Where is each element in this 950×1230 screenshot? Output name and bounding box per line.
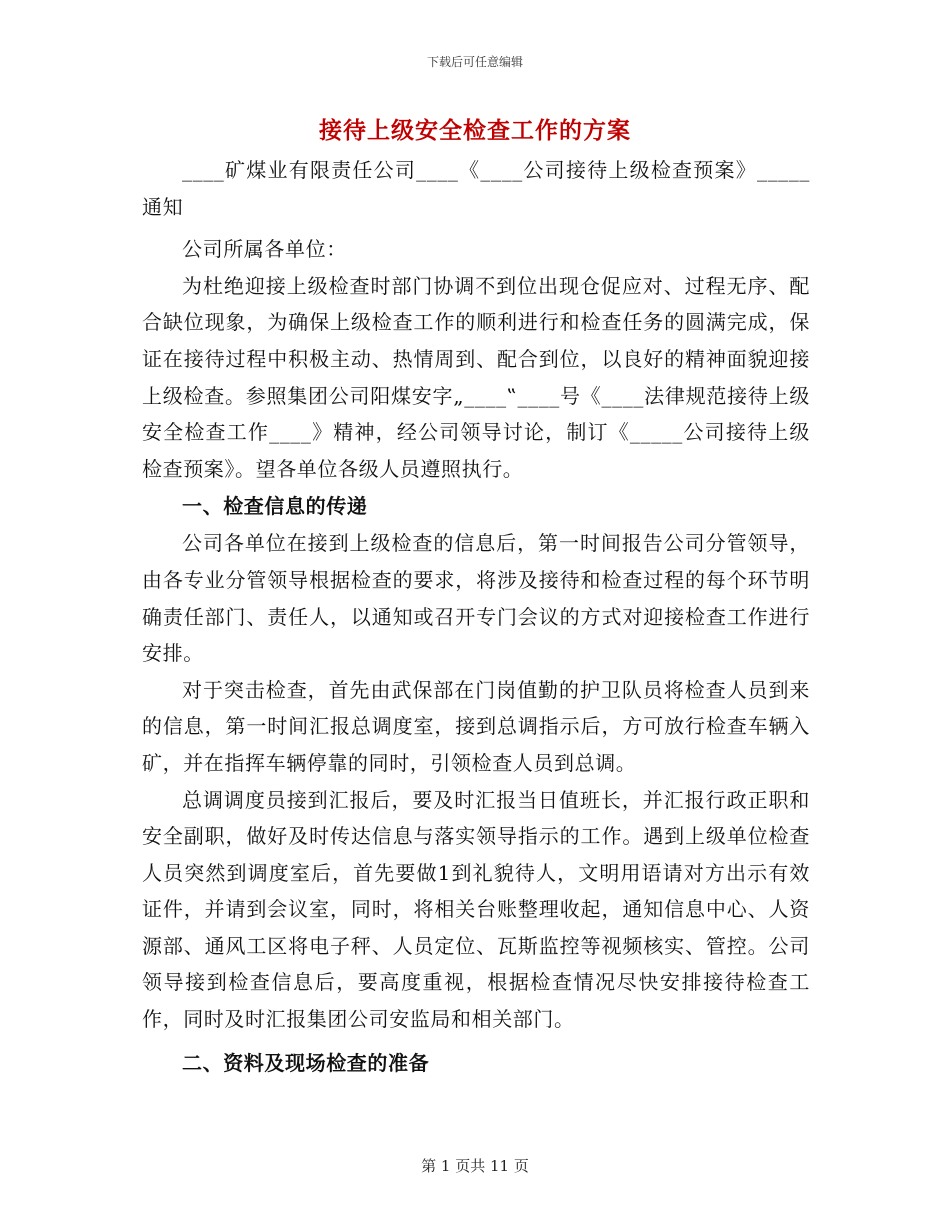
section-heading-2: 二、资料及现场检查的准备 <box>182 1050 430 1075</box>
section1-paragraph-1: 公司各单位在接到上级检查的信息后，第一时间报告公司分管领导，由各专业分管领导根据检查的要求，将涉及接待和检查过程的每个环节明确责任部门、责任人，以通知或召开专门会议的方式对迎接检查工作进行安排。 <box>142 531 810 666</box>
document-body <box>142 152 810 1082</box>
section1-paragraph-2: 对于突击检查，首先由武保部在门岗值勤的护卫队员将检查人员到来的信息，第一时间汇报总调度室，接到总调指示后，方可放行检查车辆入矿，并在指挥车辆停靠的同时，引领检查人员到总调。 <box>142 677 810 775</box>
section-heading-1: 一、检查信息的传递 <box>182 494 368 519</box>
section1-paragraph-3: 总调调度员接到汇报后，要及时汇报当日值班长，并汇报行政正职和安全副职，做好及时传达信息与落实领导指示的工作。遇到上级单位检查人员突然到调度室后，首先要做1到礼貌待人，文明用语请对方出示有效证件，并请到会议室，同时，将相关台账整理收起，通知信息中心、人资源部、通风工区将电子秤、人员定位、瓦斯监控等视频核实、管控。公司领导接到检查信息后，要高度重视，根据检查情况尽快安排接待检查工作，同时及时汇报集团公司安监局和相关部门。 <box>142 787 810 1032</box>
page-footer: 第 1 页共 11 页 <box>421 1157 529 1175</box>
page-header-note: 下载后可任意编辑 <box>426 55 523 69</box>
document-title: 接待上级安全检查工作的方案 <box>319 118 631 144</box>
salutation: 公司所属各单位： <box>182 237 347 262</box>
intro-paragraph: 为杜绝迎接上级检查时部门协调不到位出现仓促应对、过程无序、配合缺位现象，为确保上级检查工作的顺利进行和检查任务的圆满完成，保证在接待过程中积极主动、热情周到、配合到位，以良好的精神面貌迎接上级检查。参照集团公司阳煤安字„____‟____号《____法律规范接待上级安全检查工作____》精神，经公司领导讨论，制订《_____公司接待上级检查预案》。望各单位各级人员遵照执行。 <box>142 273 810 481</box>
notice-line: ____矿煤业有限责任公司____《____公司接待上级检查预案》_____通知 <box>142 158 810 219</box>
